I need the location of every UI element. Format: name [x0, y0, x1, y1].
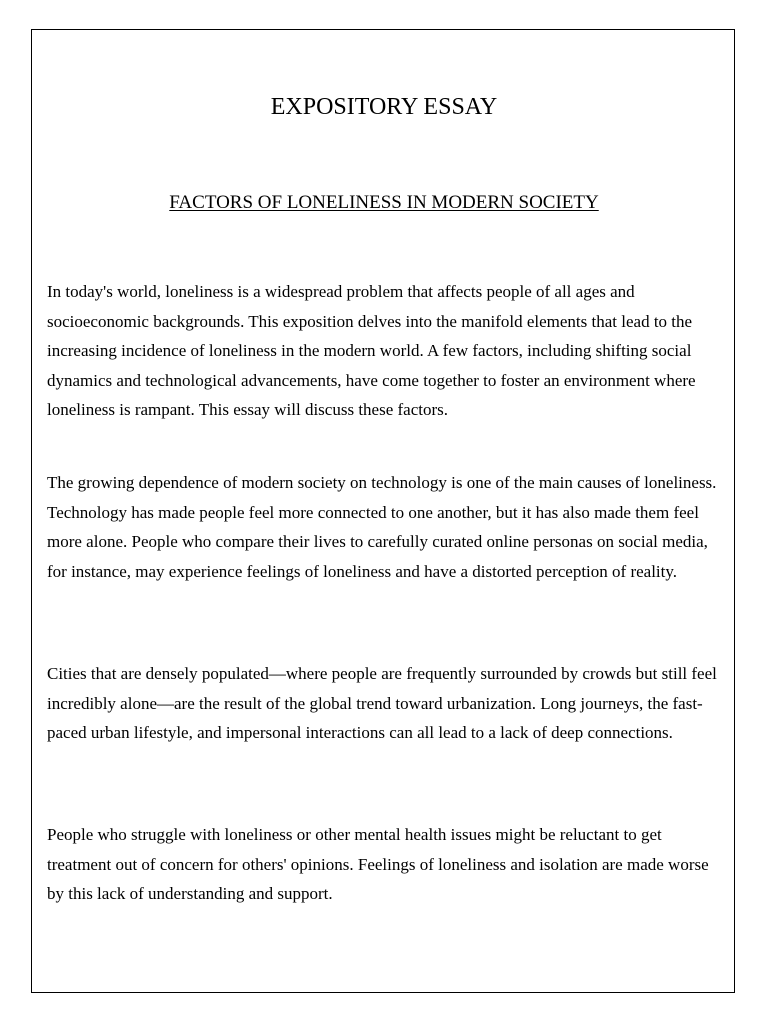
paragraph-technology: The growing dependence of modern society on technology is one of the main causes of loneliness. Technology has made people feel more connected to one another, but it has also made them feel more alone. People who compare their lives to carefully curated online personas on social media, for instance, may experience feelings of loneliness and have a distorted perception of reality. [47, 473, 717, 581]
paragraph-urbanization: Cities that are densely populated—where people are frequently surrounded by crowds but still feel incredibly alone—are the result of the global trend toward urbanization. Long journeys, the fast-paced urban lifestyle, and impersonal interactions can all lead to a lack of deep connections. [47, 664, 717, 742]
essay-title: FACTORS OF LONELINESS IN MODERN SOCIETY [169, 192, 599, 213]
paragraph-mental-health: People who struggle with loneliness or other mental health issues might be reluctant to get treatment out of concern for others' opinions. Feelings of loneliness and isolation are made worse by this lack of understanding and support. [47, 825, 709, 903]
essay-type-heading: EXPOSITORY ESSAY [270, 94, 498, 120]
paragraph-introduction: In today's world, loneliness is a widespread problem that affects people of all ages and socioeconomic backgrounds. This exposition delves into the manifold elements that lead to the increasing incidence of loneliness in the modern world. A few factors, including shifting social dynamics and technological advancements, have come together to foster an environment where loneliness is rampant. This essay will discuss these factors. [47, 282, 696, 419]
